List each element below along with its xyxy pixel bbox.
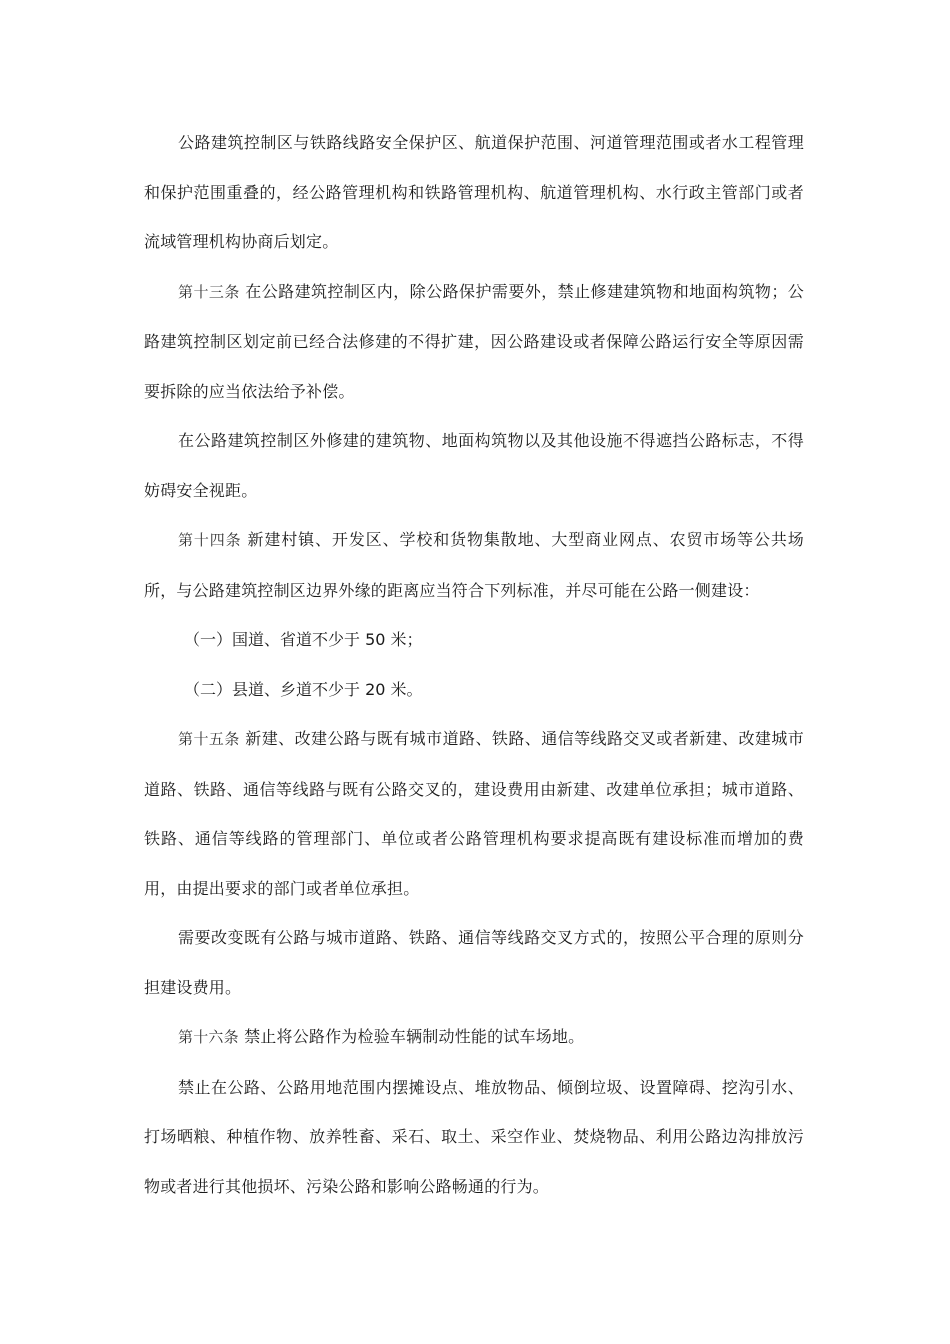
document-body (144, 118, 804, 1211)
paragraph-text: 禁止将公路作为检验车辆制动性能的试车场地。 (238, 1027, 585, 1046)
article-16 (144, 1012, 804, 1063)
paragraph-text: 在公路建筑控制区内，除公路保护需要外，禁止修建建筑物和地面构筑物；公路建筑控制区划定前已经合法修建的不得扩建，因公路建设或者保障公路运行安全等原因需要拆除的应当依法给予补偿。 (144, 281, 804, 401)
list-item-county-road: （二）县道、乡道不少于 20 米。 (184, 679, 423, 699)
paragraph-text: 禁止在公路、公路用地范围内摆摊设点、堆放物品、倾倒垃圾、设置障碍、挖沟引水、打场晒粮、种植作物、放养牲畜、采石、取土、采空作业、焚烧物品、利用公路边沟排放污物或者进行其他损坏、污染公路和影响公路畅通的行为。 (144, 1077, 804, 1196)
article-number: 第十五条 (178, 730, 240, 748)
article-14 (144, 515, 804, 615)
paragraph-overlap-zones (144, 118, 804, 267)
paragraph-crossing-change (144, 913, 804, 1012)
paragraph-prohibited-acts (144, 1063, 804, 1212)
paragraph-text: 新建村镇、开发区、学校和货物集散地、大型商业网点、农贸市场等公共场所，与公路建筑控制区边界外缘的距离应当符合下列标准，并尽可能在公路一侧建设： (144, 530, 804, 600)
paragraph-text: 公路建筑控制区与铁路线路安全保护区、航道保护范围、河道管理范围或者水工程管理和保护范围重叠的，经公路管理机构和铁路管理机构、航道管理机构、水行政主管部门或者流域管理机构协商后划定。 (144, 133, 804, 251)
article-13 (144, 267, 804, 417)
list-item-national-road: （一）国道、省道不少于 50 米； (184, 630, 423, 649)
article-number: 第十三条 (178, 282, 240, 301)
paragraph-text: 需要改变既有公路与城市道路、铁路、通信等线路交叉方式的，按照公平合理的原则分担建设费用。 (144, 928, 804, 997)
paragraph-text: 在公路建筑控制区外修建的建筑物、地面构筑物以及其他设施不得遮挡公路标志，不得妨碍安全视距。 (144, 431, 804, 500)
paragraph-text: 新建、改建公路与既有城市道路、铁路、通信等线路交叉或者新建、改建城市道路、铁路、通信等线路与既有公路交叉的，建设费用由新建、改建单位承担；城市道路、铁路、通信等线路的管理部门、单位或者公路管理机构要求提高既有建设标准而增加的费用，由提出要求的部门或者单位承担。 (144, 729, 804, 898)
article-number: 第十四条 (178, 531, 242, 549)
article-15 (144, 714, 804, 913)
paragraph-sight-distance (144, 416, 804, 515)
article-number: 第十六条 (178, 1028, 239, 1046)
